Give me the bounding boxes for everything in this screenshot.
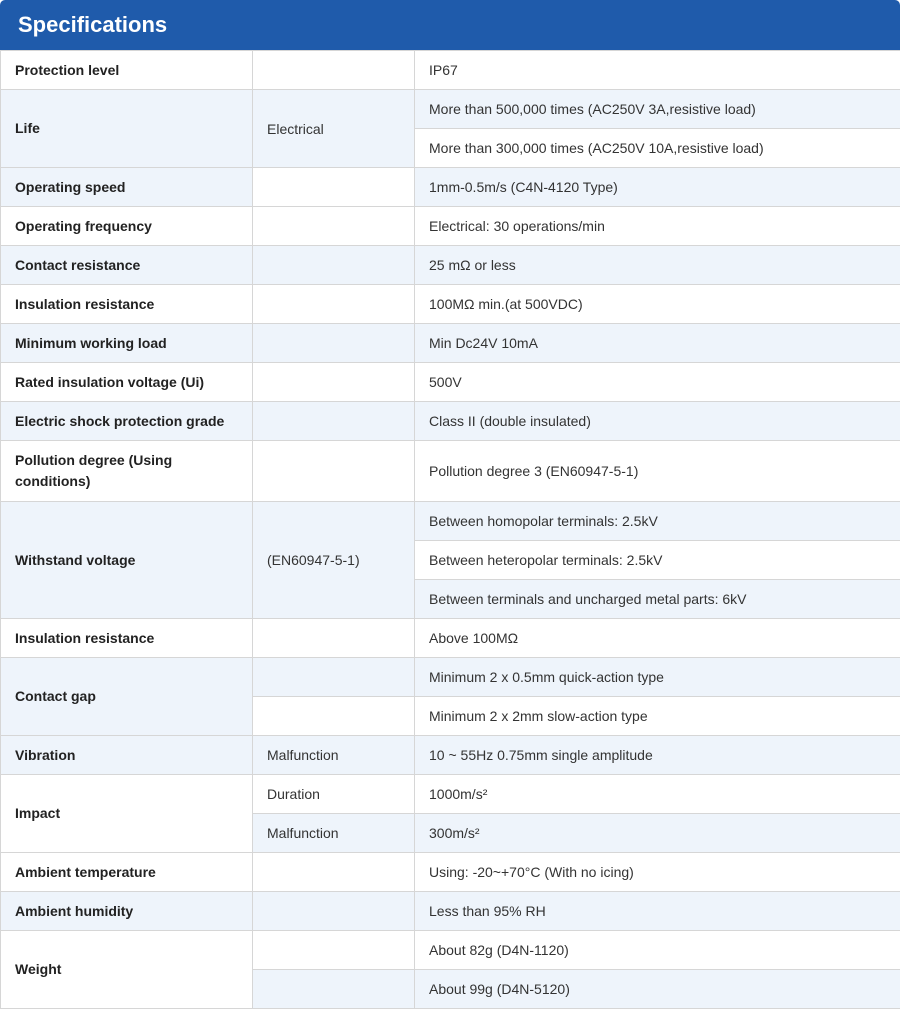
spec-value: Minimum 2 x 2mm slow-action type: [415, 697, 900, 736]
spec-label: Insulation resistance: [1, 285, 253, 324]
specifications-header: [0, 0, 900, 50]
spec-value: Min Dc24V 10mA: [415, 324, 900, 363]
spec-label: Ambient humidity: [1, 892, 253, 931]
table-row: [1, 619, 900, 658]
spec-label: Ambient temperature: [1, 853, 253, 892]
spec-label: Contact resistance: [1, 246, 253, 285]
spec-value: 300m/s²: [415, 814, 900, 853]
table-row: [1, 736, 900, 775]
table-row: [1, 324, 900, 363]
spec-label: Operating speed: [1, 168, 253, 207]
spec-sub: [253, 363, 415, 402]
spec-value: Above 100MΩ: [415, 619, 900, 658]
table-row: [1, 441, 900, 502]
spec-value: Between terminals and uncharged metal parts: 6kV: [415, 580, 900, 619]
spec-value: 500V: [415, 363, 900, 402]
spec-label: Operating frequency: [1, 207, 253, 246]
table-row: [1, 853, 900, 892]
table-row: [1, 502, 900, 541]
spec-label: Electric shock protection grade: [1, 402, 253, 441]
spec-label: Rated insulation voltage (Ui): [1, 363, 253, 402]
spec-value: About 99g (D4N-5120): [415, 970, 900, 1009]
spec-value: 10 ~ 55Hz 0.75mm single amplitude: [415, 736, 900, 775]
table-row: [1, 363, 900, 402]
table-row: [1, 207, 900, 246]
spec-sub: [253, 931, 415, 970]
table-row: [1, 775, 900, 814]
spec-value: More than 500,000 times (AC250V 3A,resistive load): [415, 90, 900, 129]
spec-value: 100MΩ min.(at 500VDC): [415, 285, 900, 324]
spec-sub: [253, 168, 415, 207]
spec-value: More than 300,000 times (AC250V 10A,resistive load): [415, 129, 900, 168]
table-row: [1, 285, 900, 324]
table-row: [1, 658, 900, 697]
spec-value: Between homopolar terminals: 2.5kV: [415, 502, 900, 541]
spec-sub: [253, 853, 415, 892]
spec-label: Minimum working load: [1, 324, 253, 363]
spec-sub: Electrical: [253, 90, 415, 168]
spec-value: Minimum 2 x 0.5mm quick-action type: [415, 658, 900, 697]
spec-value: IP67: [415, 51, 900, 90]
page-title: Specifications: [18, 12, 168, 37]
spec-value: Pollution degree 3 (EN60947-5-1): [415, 441, 900, 502]
spec-value: Electrical: 30 operations/min: [415, 207, 900, 246]
table-row: [1, 90, 900, 129]
specifications-table: [0, 50, 900, 1009]
spec-label: Impact: [1, 775, 253, 853]
spec-label: Withstand voltage: [1, 502, 253, 619]
table-row: [1, 892, 900, 931]
spec-sub: [253, 207, 415, 246]
spec-value: Class II (double insulated): [415, 402, 900, 441]
spec-label: Protection level: [1, 51, 253, 90]
spec-sub: [253, 246, 415, 285]
spec-value: 1000m/s²: [415, 775, 900, 814]
spec-sub: [253, 892, 415, 931]
spec-sub: [253, 402, 415, 441]
spec-label: Contact gap: [1, 658, 253, 736]
spec-sub: [253, 970, 415, 1009]
spec-sub: [253, 619, 415, 658]
spec-value: 1mm-0.5m/s (C4N-4120 Type): [415, 168, 900, 207]
spec-sub: (EN60947-5-1): [253, 502, 415, 619]
spec-sub: [253, 441, 415, 502]
spec-sub: [253, 285, 415, 324]
spec-value: 25 mΩ or less: [415, 246, 900, 285]
spec-sub: [253, 324, 415, 363]
table-row: [1, 51, 900, 90]
spec-sub: [253, 658, 415, 697]
spec-sub: [253, 697, 415, 736]
spec-value: Using: -20~+70°C (With no icing): [415, 853, 900, 892]
spec-label: Weight: [1, 931, 253, 1009]
spec-label: Pollution degree (Using conditions): [1, 441, 253, 502]
spec-sub: Malfunction: [253, 814, 415, 853]
spec-label: Life: [1, 90, 253, 168]
spec-sub: [253, 51, 415, 90]
spec-label: Insulation resistance: [1, 619, 253, 658]
table-row: [1, 168, 900, 207]
table-row: [1, 246, 900, 285]
table-row: [1, 931, 900, 970]
spec-value: About 82g (D4N-1120): [415, 931, 900, 970]
table-row: [1, 402, 900, 441]
spec-label: Vibration: [1, 736, 253, 775]
spec-sub: Malfunction: [253, 736, 415, 775]
spec-sub: Duration: [253, 775, 415, 814]
spec-value: Less than 95% RH: [415, 892, 900, 931]
spec-value: Between heteropolar terminals: 2.5kV: [415, 541, 900, 580]
